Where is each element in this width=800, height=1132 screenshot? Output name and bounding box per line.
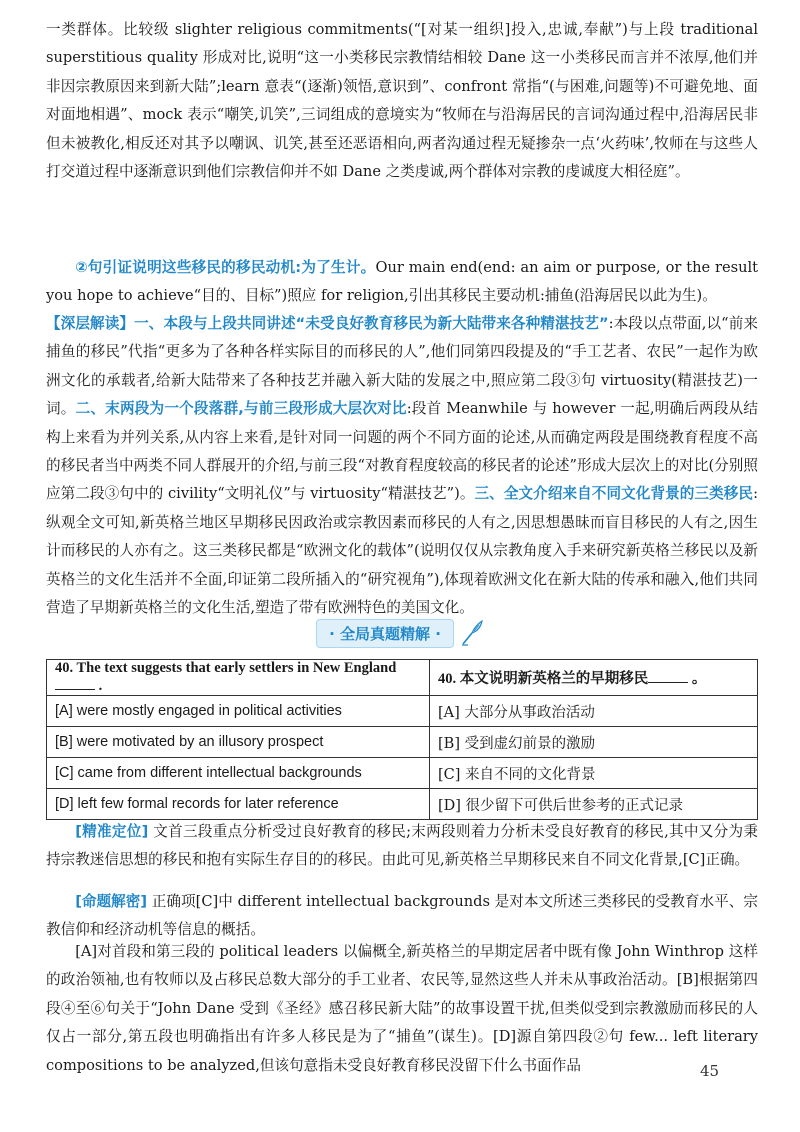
question-table (46, 659, 758, 820)
page-number: 45 (700, 1062, 720, 1080)
option-d-en: [D] left few formal records for later reference (47, 789, 430, 820)
question-stem-cn: 40. 本文说明新英格兰的早期移民 。 (430, 660, 758, 696)
highlight-sentence-two: ②句引证说明这些移民的移民动机:为了生计。 (75, 259, 376, 276)
paragraph-deep-reading (46, 310, 758, 622)
paragraph-precise-location (46, 818, 758, 875)
option-c-en: [C] came from different intellectual backgrounds (47, 758, 430, 789)
option-a-cn: [A] 大部分从事政治活动 (430, 696, 758, 727)
section-title (290, 618, 510, 648)
option-row-b (47, 727, 758, 758)
precise-location-label: [精准定位] (75, 823, 149, 840)
option-row-c (47, 758, 758, 789)
option-row-a (47, 696, 758, 727)
deep-reading-point-one: 一、本段与上段共同讲述“未受良好教育移民为新大陆带来各种精湛技艺” (134, 315, 609, 332)
question-decoding-text: 正确项[C]中 different intellectual backgrounds 是对本文所述三类移民的受教育水平、宗教信仰和经济动机等信息的概括。 (46, 893, 759, 939)
option-row-d (47, 789, 758, 820)
precise-location-text: 文首三段重点分析受过良好教育的移民;末两段则着力分析未受良好教育的移民,其中又分为秉持宗教迷信思想的移民和抱有实际生存目的的移民。由此可见,新英格兰早期移民来自不同文化背景,[C]正确。 (46, 823, 759, 869)
paragraph-distractor-analysis: [A]对首段和第三段的 political leaders 以偏概全,新英格兰的早期定居者中既有像 John Winthrop 这样的政治领袖,也有牧师以及占移民总数大部分的手工业者、农民等,显然这些人并未从事政治活动。[B]根据第四段④至⑥句关于“John Dane 受到《圣经》感召移民新大陆”的故事设置干扰,但类似受到宗教激励而移民的人仅占一部分,第五段也明确指出有许多人移民是为了“捕鱼”(谋生)。[D]源自第四段②句 few... left literary compositions to be analyzed,但该句意指未受良好教育移民没留下什么书面作品 (46, 943, 758, 1074)
deep-reading-point-two: 二、末两段为一个段落群,与前三段形成大层次对比 (75, 400, 407, 418)
option-c-cn: [C] 来自不同的文化背景 (430, 758, 758, 789)
deep-reading-point-three: 三、全文介绍来自不同文化背景的三类移民 (474, 485, 754, 503)
option-a-en: [A] were mostly engaged in political activities (47, 696, 430, 727)
deep-reading-text-one: :本段以点带面,以“前来捕鱼的移民”代指“更多为了各种各样实际目的而移民的人”,他们同第四段提及的“手工艺者、农民”一起作为欧洲文化的承载者,给新大陆带来了各种技艺并融入新大陆的发展之中,照应第二段③句 virtuosity(精湛技艺)一词。 (46, 315, 758, 418)
paragraph-question-decoding (46, 888, 758, 945)
option-d-cn: [D] 很少留下可供后世参考的正式记录 (430, 789, 758, 820)
question-stem-row (47, 660, 758, 696)
deep-reading-text-three: :纵观全文可知,新英格兰地区早期移民因政治或宗教因素而移民的人有之,因思想愚昧而盲目移民的人有之,因生计而移民的人亦有之。这三类移民都是“欧洲文化的载体”(说明仅仅从宗教角度入手来研究新英格兰移民以及新英格兰的文化生活并不全面,印证第二段所插入的“研究视角”),体现着欧洲文化在新大陆的传承和融入,他们共同营造了早期新英格兰的文化生活,塑造了带有欧洲特色的美国文化。 (46, 485, 758, 617)
paragraph-sentence-two-text: Our main end(end: an aim or purpose, or the result you hope to achieve“目的、目标”)照应 for religion,引出其移民主要动机:捕鱼(沿海居民以此为生)。 (46, 259, 759, 305)
question-stem-en: 40. The text suggests that early settlers in New England . (47, 660, 430, 696)
quill-pen-icon (460, 620, 484, 646)
deep-reading-text-two: :段首 Meanwhile 与 however 一起,明确后两段从结构上来看为并列关系,从内容上来看,是针对同一问题的两个不同方面的论述,从而确定两段是围绕教育程度不高的移民者当中两类不同人群展开的介绍,与前三段“对教育程度较高的移民者的论述”形成大层次上的对比(分别照应第二段③句中的 civility“文明礼仪”与 virtuosity“精湛技艺”)。 (46, 400, 759, 503)
section-title-label: · 全局真题精解 · (316, 619, 454, 648)
deep-reading-label: 【深层解读】 (46, 315, 135, 332)
paragraph-analysis-continued: 一类群体。比较级 slighter religious commitments(“[对某一组织]投入,忠诚,奉献”)与上段 traditional superstitious quality 形成对比,说明“这一小类移民宗教情结相较 Dane 这一小类移民而言并不浓厚,他们并非因宗教原因来到新大陆”;learn 意表“(逐渐)领悟,意识到”、confront 常指“(与困难,问题等)不可避免地、面对面地相遇”、mock 表示“嘲笑,讥笑”,三词组成的意境实为“牧师在与沿海居民的言词沟通过程中,沿海居民非但未被教化,相反还对其予以嘲讽、讥笑,甚至还恶语相向,两者沟通过程无疑掺杂一点‘火药味’,牧师在与这些人打交道过程中逐渐意识到他们宗教信仰并不如 Dane 之类虔诚,两个群体对宗教的虔诚度大相径庭”。 (46, 21, 758, 181)
paragraph-sentence-two (46, 254, 758, 311)
question-decoding-label: [命题解密] (75, 893, 148, 910)
option-b-en: [B] were motivated by an illusory prospect (47, 727, 430, 758)
option-b-cn: [B] 受到虚幻前景的激励 (430, 727, 758, 758)
